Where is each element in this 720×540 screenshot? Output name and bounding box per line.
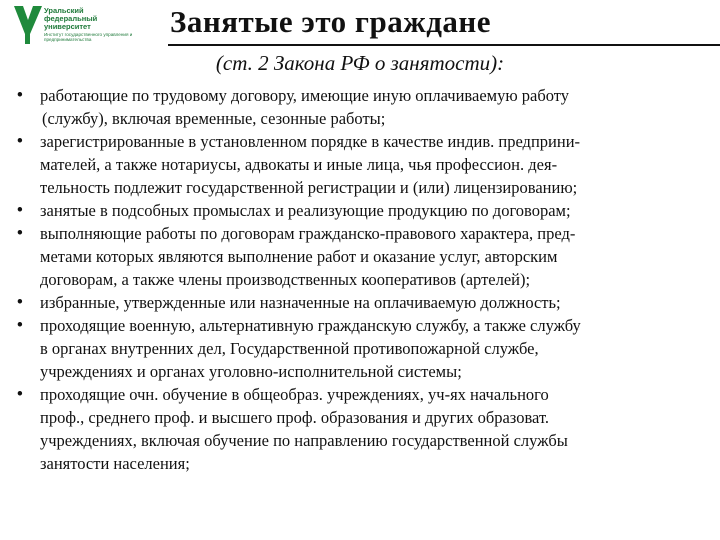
logo-university-name: Уральский федеральный университет: [44, 6, 98, 31]
title-underline: [168, 44, 720, 46]
list-item-line: зарегистрированные в установленном порядке в качестве индив. предприни-: [40, 132, 581, 151]
slide-subtitle: (ст. 2 Закона РФ о занятости):: [215, 51, 505, 75]
list-item: [0, 383, 720, 475]
list-item-line: учреждениях и органах уголовно-исполнительной системы;: [40, 362, 462, 381]
list-item-line: занятые в подсобных промыслах и реализующие продукцию по договорам;: [40, 201, 571, 220]
bullet-icon: •: [17, 86, 23, 104]
bullet-icon: •: [17, 385, 23, 403]
bullet-icon: •: [17, 316, 23, 334]
logo-institute-name: Институт государственного управления и предпринимательства: [44, 32, 133, 42]
list-item-line: тельность подлежит государственной регистрации и (или) лицензированию;: [40, 178, 578, 197]
bullet-icon: •: [17, 293, 23, 311]
list-item-line: избранные, утвержденные или назначенные на оплачиваемую должность;: [40, 293, 561, 312]
logo-mark-icon: [14, 6, 42, 44]
bullet-icon: •: [17, 224, 23, 242]
list-item: [0, 84, 720, 130]
list-item-line: проходящие военную, альтернативную гражданскую службу, а также службу: [40, 316, 581, 335]
list-item: [0, 222, 720, 291]
list-item: [0, 314, 720, 383]
list-item-line: мателей, а также нотариусы, адвокаты и иные лица, чья профессион. дея-: [40, 155, 558, 174]
list-item-line: проф., среднего проф. и высшего проф. образования и других образоват.: [40, 408, 550, 427]
list-item: [0, 291, 720, 314]
list-item-line: работающие по трудовому договору, имеющие иную оплачиваемую работу: [40, 86, 570, 105]
list-item-line: метами которых являются выполнение работ и оказание услуг, авторским: [40, 247, 558, 266]
university-logo: [14, 6, 164, 46]
employed-citizens-list: [0, 84, 720, 475]
list-item-line: занятости населения;: [40, 454, 190, 473]
list-item-line: учреждениях, включая обучение по направлению государственной службы: [40, 431, 568, 450]
list-item-line: (службу), включая временные, сезонные работы;: [42, 109, 386, 128]
list-item-line: выполняющие работы по договорам гражданско-правового характера, пред-: [40, 224, 576, 243]
slide-title: Занятые это граждане: [170, 4, 491, 39]
list-item-line: договорам, а также члены производственных кооперативов (артелей);: [40, 270, 531, 289]
list-item-line: проходящие очн. обучение в общеобраз. учреждениях, уч-ях начального: [40, 385, 549, 404]
list-item: [0, 130, 720, 199]
bullet-icon: •: [17, 132, 23, 150]
list-item-line: в органах внутренних дел, Государственной противопожарной службе,: [40, 339, 539, 358]
bullet-icon: •: [17, 201, 23, 219]
list-item: [0, 199, 720, 222]
